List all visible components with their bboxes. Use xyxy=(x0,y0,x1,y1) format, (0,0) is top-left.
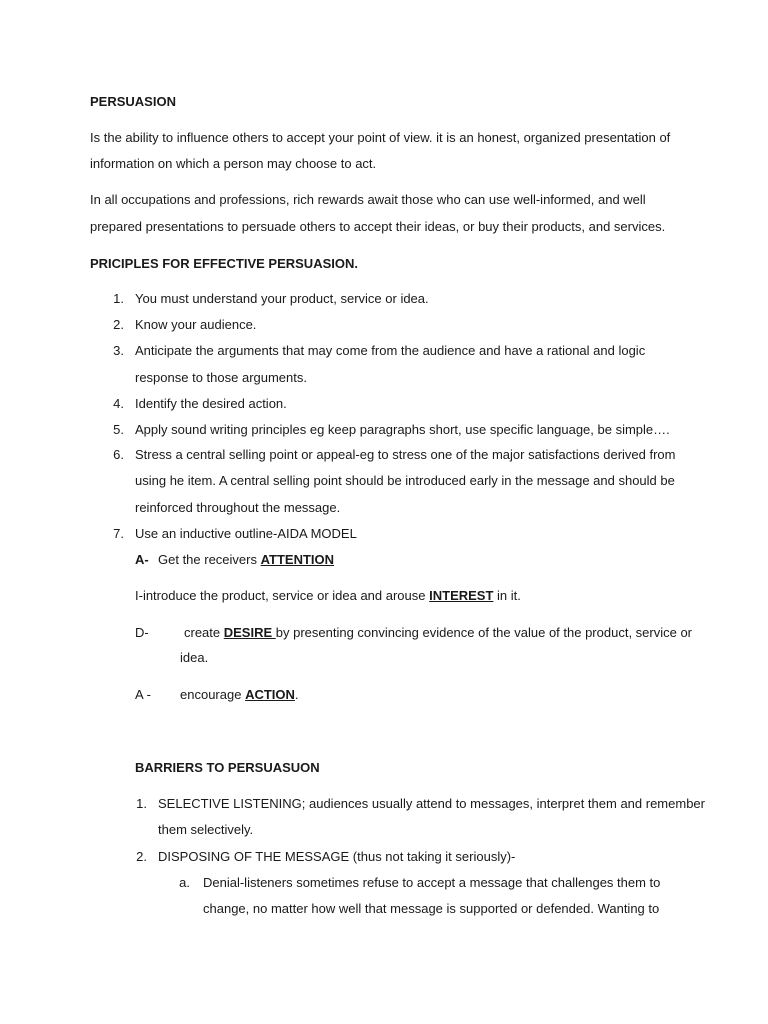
aida-attention-keyword: ATTENTION xyxy=(260,552,335,567)
list-number: 2. xyxy=(136,849,147,864)
aida-desire-text: create xyxy=(184,625,224,640)
intro-line-2: information on which a person may choose to act. xyxy=(90,156,377,171)
intro-line-1: Is the ability to influence others to accept your point of view. it is an honest, organized presentation of xyxy=(90,130,671,145)
list-number: 6. xyxy=(113,447,124,462)
list-number: 5. xyxy=(113,422,124,437)
paragraph-line-2: prepared presentations to persuade others to accept their ideas, or buy their products, and services. xyxy=(90,219,666,234)
list-number: 2. xyxy=(113,317,124,332)
aida-desire-tail: by presenting convincing evidence of the value of the product, service or xyxy=(275,625,693,640)
aida-action-letter: A - xyxy=(135,687,151,702)
aida-attention-letter: A- xyxy=(135,552,149,567)
aida-interest-keyword: INTEREST xyxy=(429,588,494,603)
list-item: Use an inductive outline-AIDA MODEL xyxy=(135,526,357,541)
aida-desire-keyword: DESIRE xyxy=(223,625,276,640)
list-number: 1. xyxy=(136,796,147,811)
principles-heading: PRICIPLES FOR EFFECTIVE PERSUASION. xyxy=(90,256,358,271)
list-item: Identify the desired action. xyxy=(135,396,287,411)
aida-action-text: encourage xyxy=(180,687,246,702)
list-item: Know your audience. xyxy=(135,317,257,332)
aida-action-line xyxy=(180,687,299,703)
aida-desire-line xyxy=(184,625,692,641)
list-item-continuation: them selectively. xyxy=(158,822,254,837)
paragraph-line-1: In all occupations and professions, rich rewards await those who can use well-informed, and well xyxy=(90,192,646,207)
list-number: 4. xyxy=(113,396,124,411)
sub-list-item-continuation: change, no matter how well that message is supported or defended. Wanting to xyxy=(203,901,660,916)
sub-list-item: Denial-listeners sometimes refuse to accept a message that challenges them to xyxy=(203,875,661,890)
list-number: 3. xyxy=(113,343,124,358)
list-number: 1. xyxy=(113,291,124,306)
aida-action-tail: . xyxy=(294,687,299,702)
list-item: SELECTIVE LISTENING; audiences usually attend to messages, interpret them and remember xyxy=(158,796,705,811)
list-number: 7. xyxy=(113,526,124,541)
list-item-continuation: reinforced throughout the message. xyxy=(135,500,341,515)
page-title: PERSUASION xyxy=(90,94,176,109)
list-item-continuation: response to those arguments. xyxy=(135,370,307,385)
list-item: Anticipate the arguments that may come from the audience and have a rational and logic xyxy=(135,343,646,358)
aida-interest-tail: in it. xyxy=(493,588,521,603)
sub-list-letter: a. xyxy=(179,875,190,890)
list-item: DISPOSING OF THE MESSAGE (thus not taking it seriously)- xyxy=(158,849,516,864)
list-item: Stress a central selling point or appeal-eg to stress one of the major satisfactions derived from xyxy=(135,447,676,462)
aida-action-keyword: ACTION xyxy=(245,687,295,702)
aida-interest-line xyxy=(135,588,521,604)
aida-attention-line xyxy=(158,552,334,568)
aida-attention-text: Get the receivers xyxy=(158,552,261,567)
aida-desire-continuation: idea. xyxy=(180,650,209,665)
aida-desire-letter: D- xyxy=(135,625,149,640)
barriers-heading: BARRIERS TO PERSUASUON xyxy=(135,760,320,775)
list-item-continuation: using he item. A central selling point should be introduced early in the message and should be xyxy=(135,473,675,488)
list-item: Apply sound writing principles eg keep paragraphs short, use specific language, be simple…. xyxy=(135,422,670,437)
list-item: You must understand your product, service or idea. xyxy=(135,291,429,306)
aida-interest-text: I-introduce the product, service or idea and arouse xyxy=(135,588,430,603)
